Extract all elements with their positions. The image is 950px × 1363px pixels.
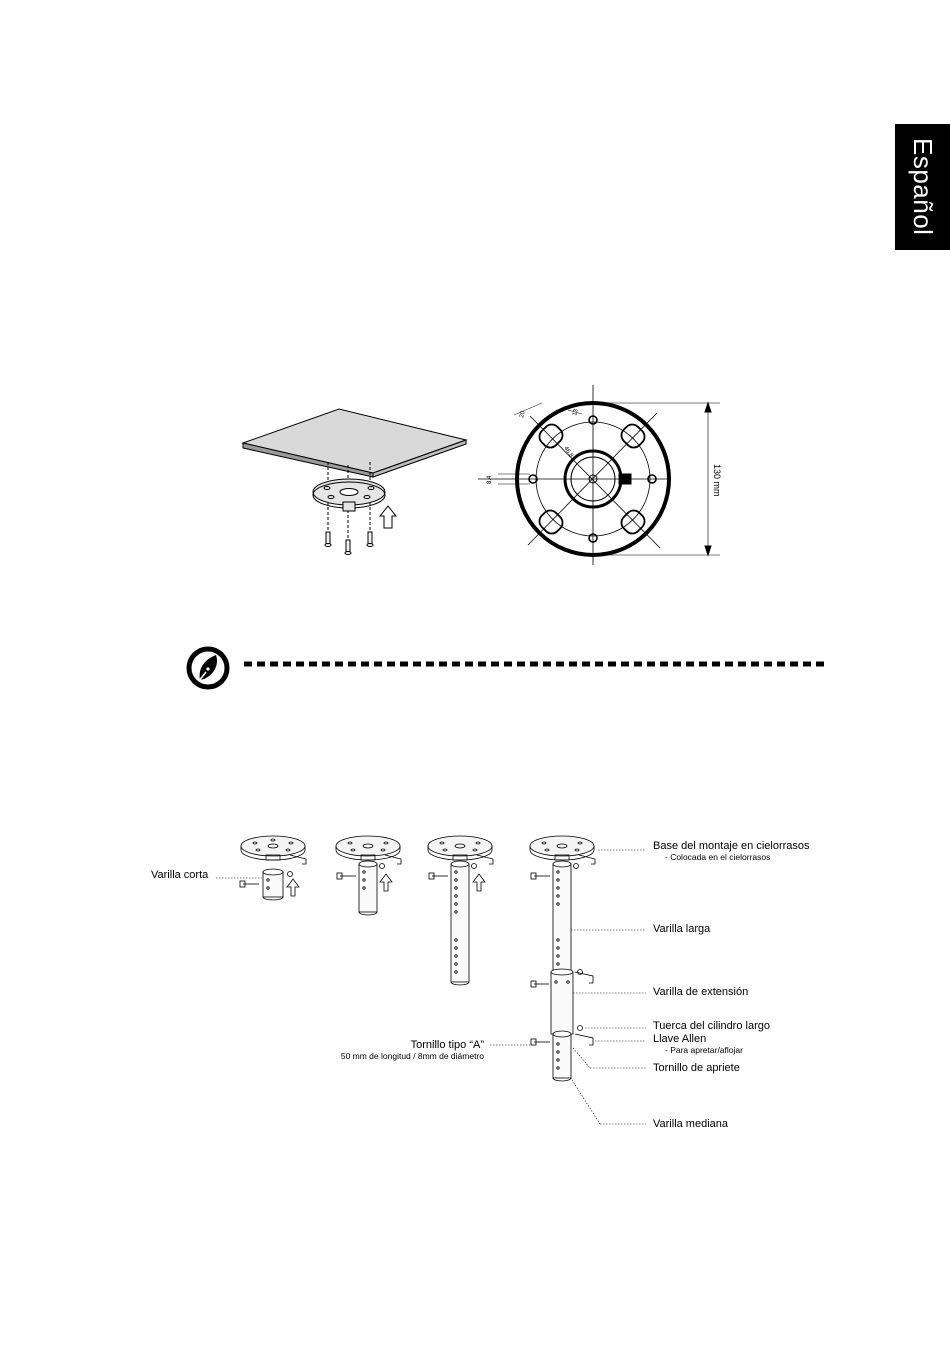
ceiling-plate-3 xyxy=(428,836,493,864)
ceiling-plate-2 xyxy=(336,836,401,864)
full-assembly-stack xyxy=(531,861,593,1081)
label-medium-rod: Varilla mediana xyxy=(653,1118,729,1130)
label-screw-a-sub: 50 mm de longitud / 8mm de diámetro xyxy=(340,1051,484,1061)
dim-8-4: 8.4 xyxy=(487,475,493,484)
label-allen-key-sub: - Para apretar/aflojar xyxy=(665,1045,743,1055)
dim-13: 13 xyxy=(572,408,580,417)
ceiling-plate-illustration xyxy=(243,409,466,555)
dim-46-8: 46.8 xyxy=(562,445,574,459)
label-screw-a: Tornillo tipo “A” xyxy=(410,1039,484,1051)
dim-130-mm: 130 mm xyxy=(712,464,722,497)
assembly-illustrations xyxy=(216,836,646,1124)
mount-top-view-drawing xyxy=(478,385,720,565)
ceiling-plate-4 xyxy=(530,836,595,864)
label-short-rod: Varilla corta xyxy=(151,869,209,881)
label-ceiling-base: Base del montaje en cielorrasos xyxy=(653,840,810,852)
label-ceiling-base-sub: - Colocada en el cielorrasos xyxy=(665,852,771,862)
short-rod xyxy=(240,869,299,900)
label-cylinder-nut: Tuerca del cilindro largo xyxy=(653,1020,770,1032)
label-long-rod: Varilla larga xyxy=(653,923,711,935)
label-allen-key: Llave Allen xyxy=(653,1033,707,1045)
label-tighten-screw: Tornillo de apriete xyxy=(653,1062,740,1074)
label-extension-rod: Varilla de extensión xyxy=(653,986,749,998)
pen-nib-icon xyxy=(189,649,227,687)
language-label: Español xyxy=(908,138,938,236)
long-rod-single xyxy=(429,861,485,985)
medium-rod-short xyxy=(337,861,392,915)
ceiling-plate-1 xyxy=(241,836,306,864)
dim-20: 20 xyxy=(519,410,527,419)
